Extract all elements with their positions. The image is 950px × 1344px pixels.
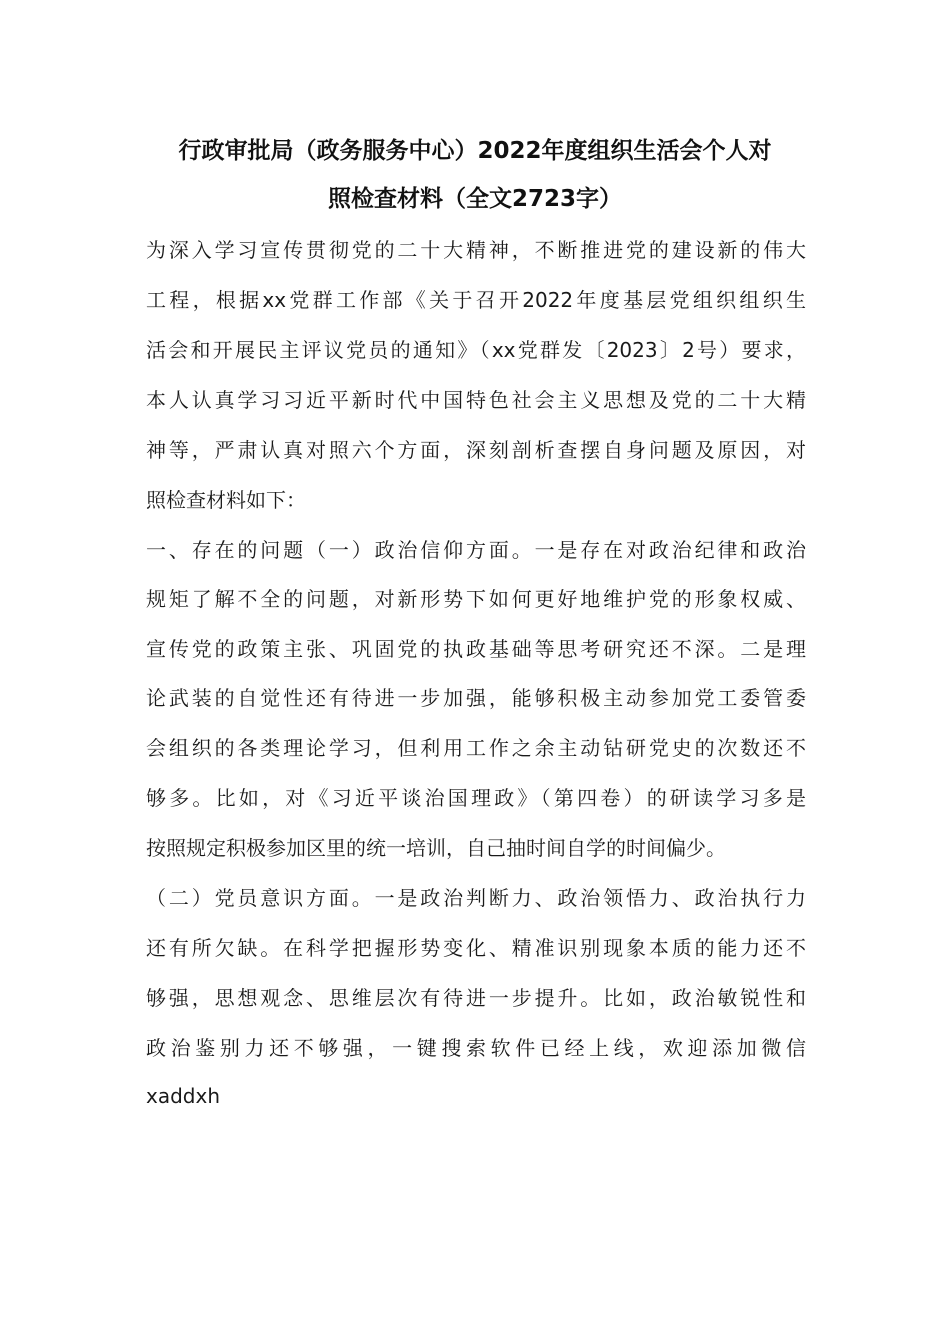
body-line-13: 按照规定积极参加区里的统一培训，自己抽时间自学的时间偏少。 [146, 836, 726, 860]
body-line-3: 活会和开展民主评议党员的通知》（xx党群发〔2023〕2号）要求， [146, 338, 806, 362]
body-line-16: 够强，思想观念、思维层次有待进一步提升。比如，政治敏锐性和 [146, 986, 806, 1010]
document-title-line-1: 行政审批局（政务服务中心）2022年度组织生活会个人对 [178, 138, 772, 164]
body-line-2: 工程，根据xx党群工作部《关于召开2022年度基层党组织组织生 [146, 288, 806, 312]
body-line-11: 会组织的各类理论学习，但利用工作之余主动钻研党史的次数还不 [146, 736, 806, 760]
body-line-9: 宣传党的政策主张、巩固党的执政基础等思考研究还不深。二是理 [146, 637, 806, 661]
body-line-4: 本人认真学习习近平新时代中国特色社会主义思想及党的二十大精 [146, 388, 806, 412]
body-line-14: （二）党员意识方面。一是政治判断力、政治领悟力、政治执行力 [146, 886, 806, 910]
document-title-line-2: 照检查材料（全文2723字） [327, 186, 622, 212]
body-line-7: 一、存在的问题（一）政治信仰方面。一是存在对政治纪律和政治 [146, 538, 806, 562]
body-line-17: 政治鉴别力还不够强，一键搜索软件已经上线，欢迎添加微信 [146, 1036, 806, 1060]
body-line-1: 为深入学习宣传贯彻党的二十大精神，不断推进党的建设新的伟大 [146, 238, 806, 262]
body-line-5: 神等，严肃认真对照六个方面，深刻剖析查摆自身问题及原因，对 [146, 438, 806, 462]
body-line-15: 还有所欠缺。在科学把握形势变化、精准识别现象本质的能力还不 [146, 936, 806, 960]
body-line-10: 论武装的自觉性还有待进一步加强，能够积极主动参加党工委管委 [146, 686, 806, 710]
body-line-12: 够多。比如，对《习近平谈治国理政》（第四卷）的研读学习多是 [146, 786, 806, 810]
body-line-6: 照检查材料如下： [146, 488, 306, 512]
body-line-18: xaddxh [146, 1084, 220, 1108]
body-line-8: 规矩了解不全的问题，对新形势下如何更好地维护党的形象权威、 [146, 587, 806, 611]
